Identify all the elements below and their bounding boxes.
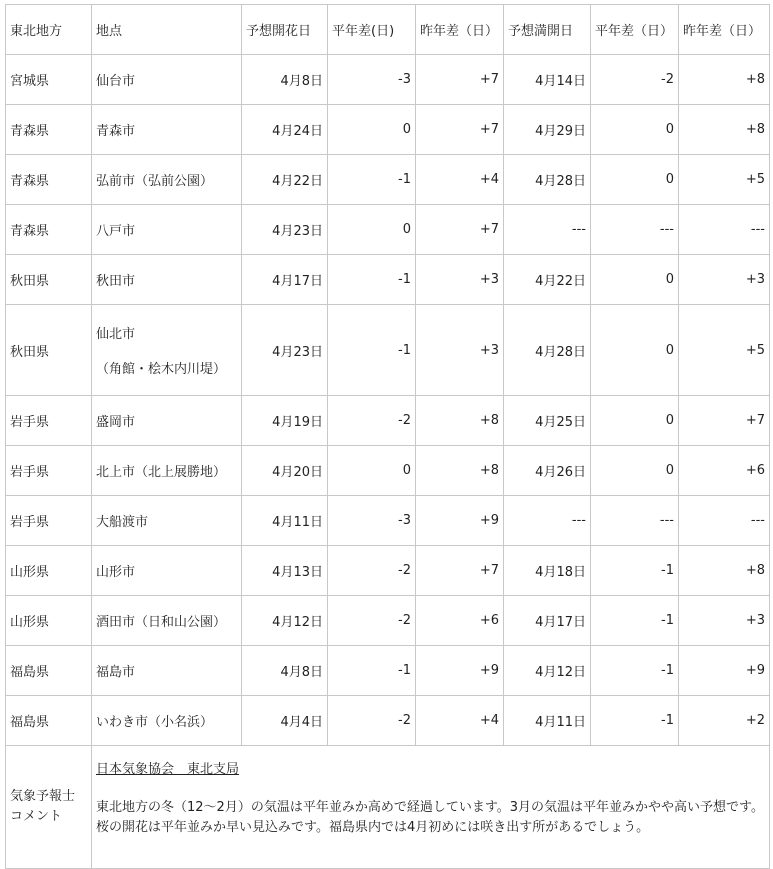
table-row <box>6 396 770 446</box>
cell-prefecture: 福島県 <box>6 696 92 746</box>
header-site: 地点 <box>92 5 242 55</box>
table-row <box>6 305 770 396</box>
site-name-line: 盛岡市 <box>96 415 136 430</box>
cell-prefecture: 岩手県 <box>6 446 92 496</box>
cell-prefecture: 青森県 <box>6 155 92 205</box>
table-row <box>6 646 770 696</box>
cell-site <box>92 155 242 205</box>
table-row <box>6 105 770 155</box>
cell-site <box>92 696 242 746</box>
cell-site <box>92 205 242 255</box>
comment-body <box>92 746 770 869</box>
comment-label <box>6 746 92 869</box>
cell-bloom-avg-diff: 0 <box>328 205 416 255</box>
cell-site <box>92 646 242 696</box>
cell-bloom-date: 4月19日 <box>242 396 328 446</box>
comment-text: 東北地方の冬（12〜2月）の気温は平年並みか高めで経過しています。3月の気温は平年並みかやや高い予想です。桜の開花は平年並みか早い見込みです。福島県内では4月初めには咲き出す所があるでしょう。 <box>96 800 765 835</box>
table-row <box>6 155 770 205</box>
table-header-row <box>6 5 770 55</box>
cell-site <box>92 546 242 596</box>
cell-bloom-date: 4月8日 <box>242 646 328 696</box>
cell-full-avg-diff: 0 <box>591 255 679 305</box>
cell-full-prev-diff: +3 <box>679 596 770 646</box>
comment-label-line: 気象予報士 <box>10 789 76 804</box>
cell-bloom-date: 4月20日 <box>242 446 328 496</box>
header-full-prev-diff: 昨年差（日） <box>679 5 770 55</box>
cell-full-avg-diff: -1 <box>591 596 679 646</box>
cell-bloom-date: 4月13日 <box>242 546 328 596</box>
table-row <box>6 596 770 646</box>
cell-full-prev-diff: +6 <box>679 446 770 496</box>
cell-site <box>92 446 242 496</box>
cell-bloom-date: 4月8日 <box>242 55 328 105</box>
cell-prefecture: 山形県 <box>6 546 92 596</box>
cell-site <box>92 596 242 646</box>
cell-full-bloom-date: 4月25日 <box>504 396 591 446</box>
cell-prefecture: 福島県 <box>6 646 92 696</box>
cell-prefecture: 岩手県 <box>6 396 92 446</box>
cell-full-prev-diff: --- <box>679 496 770 546</box>
sakura-forecast-table <box>5 4 770 869</box>
cell-full-bloom-date: --- <box>504 205 591 255</box>
cell-bloom-prev-diff: +7 <box>416 546 504 596</box>
site-name-line: 福島市 <box>96 665 136 680</box>
cell-bloom-prev-diff: +8 <box>416 396 504 446</box>
cell-full-prev-diff: +5 <box>679 155 770 205</box>
cell-full-prev-diff: +8 <box>679 546 770 596</box>
cell-bloom-prev-diff: +7 <box>416 55 504 105</box>
cell-full-avg-diff: --- <box>591 496 679 546</box>
cell-prefecture: 宮城県 <box>6 55 92 105</box>
site-name-line: 青森市 <box>96 124 136 139</box>
cell-full-bloom-date: 4月18日 <box>504 546 591 596</box>
cell-full-avg-diff: 0 <box>591 305 679 396</box>
cell-bloom-prev-diff: +7 <box>416 105 504 155</box>
header-region: 東北地方 <box>6 5 92 55</box>
cell-bloom-prev-diff: +9 <box>416 496 504 546</box>
cell-full-prev-diff: +7 <box>679 396 770 446</box>
cell-full-bloom-date: 4月26日 <box>504 446 591 496</box>
cell-bloom-prev-diff: +6 <box>416 596 504 646</box>
comment-organization: 日本気象協会 東北支局 <box>96 762 240 777</box>
cell-bloom-avg-diff: -1 <box>328 155 416 205</box>
cell-bloom-avg-diff: 0 <box>328 446 416 496</box>
cell-full-prev-diff: +8 <box>679 105 770 155</box>
header-bloom-prev-diff: 昨年差（日） <box>416 5 504 55</box>
cell-prefecture: 秋田県 <box>6 255 92 305</box>
cell-full-prev-diff: +5 <box>679 305 770 396</box>
table-row <box>6 496 770 546</box>
cell-bloom-prev-diff: +7 <box>416 205 504 255</box>
cell-bloom-date: 4月4日 <box>242 696 328 746</box>
cell-full-bloom-date: 4月17日 <box>504 596 591 646</box>
cell-bloom-prev-diff: +3 <box>416 255 504 305</box>
table-row <box>6 255 770 305</box>
cell-bloom-avg-diff: -2 <box>328 596 416 646</box>
site-name-line: いわき市（小名浜） <box>96 715 214 730</box>
cell-full-bloom-date: 4月12日 <box>504 646 591 696</box>
cell-bloom-date: 4月11日 <box>242 496 328 546</box>
site-name-line: 弘前市（弘前公園） <box>96 174 214 189</box>
site-name-line: 酒田市（日和山公園） <box>96 615 227 630</box>
cell-site <box>92 305 242 396</box>
cell-full-avg-diff: -1 <box>591 646 679 696</box>
cell-full-bloom-date: 4月28日 <box>504 155 591 205</box>
site-name-line: 大船渡市 <box>96 515 149 530</box>
cell-site <box>92 105 242 155</box>
cell-site <box>92 55 242 105</box>
site-name-line: 仙台市 <box>96 74 136 89</box>
cell-bloom-date: 4月17日 <box>242 255 328 305</box>
cell-full-avg-diff: -1 <box>591 546 679 596</box>
cell-full-bloom-date: 4月28日 <box>504 305 591 396</box>
site-name-line: （角館・桧木内川堤） <box>96 362 227 377</box>
cell-bloom-date: 4月23日 <box>242 305 328 396</box>
cell-bloom-date: 4月24日 <box>242 105 328 155</box>
cell-full-prev-diff: +2 <box>679 696 770 746</box>
cell-site <box>92 496 242 546</box>
comment-row <box>6 746 770 869</box>
cell-full-bloom-date: 4月14日 <box>504 55 591 105</box>
table-row <box>6 55 770 105</box>
cell-prefecture: 青森県 <box>6 205 92 255</box>
cell-full-avg-diff: 0 <box>591 446 679 496</box>
site-name-line: 八戸市 <box>96 224 136 239</box>
cell-bloom-prev-diff: +8 <box>416 446 504 496</box>
header-full-bloom-date: 予想満開日 <box>504 5 591 55</box>
cell-bloom-date: 4月12日 <box>242 596 328 646</box>
cell-bloom-avg-diff: -3 <box>328 55 416 105</box>
cell-full-avg-diff: -1 <box>591 696 679 746</box>
site-name-line: 北上市（北上展勝地） <box>96 465 227 480</box>
cell-bloom-avg-diff: 0 <box>328 105 416 155</box>
cell-prefecture: 岩手県 <box>6 496 92 546</box>
cell-full-bloom-date: 4月29日 <box>504 105 591 155</box>
comment-label-line: コメント <box>10 809 63 824</box>
site-name-line: 仙北市 <box>96 327 136 342</box>
cell-full-bloom-date: --- <box>504 496 591 546</box>
cell-full-bloom-date: 4月11日 <box>504 696 591 746</box>
cell-bloom-avg-diff: -2 <box>328 396 416 446</box>
cell-prefecture: 青森県 <box>6 105 92 155</box>
cell-site <box>92 255 242 305</box>
header-bloom-avg-diff: 平年差(日) <box>328 5 416 55</box>
cell-full-bloom-date: 4月22日 <box>504 255 591 305</box>
site-name-line: 山形市 <box>96 565 136 580</box>
cell-full-prev-diff: +3 <box>679 255 770 305</box>
cell-full-prev-diff: --- <box>679 205 770 255</box>
cell-full-avg-diff: 0 <box>591 396 679 446</box>
table-row <box>6 205 770 255</box>
cell-site <box>92 396 242 446</box>
cell-prefecture: 山形県 <box>6 596 92 646</box>
cell-full-avg-diff: -2 <box>591 55 679 105</box>
cell-full-avg-diff: 0 <box>591 155 679 205</box>
header-bloom-date: 予想開花日 <box>242 5 328 55</box>
cell-bloom-avg-diff: -3 <box>328 496 416 546</box>
cell-bloom-avg-diff: -2 <box>328 546 416 596</box>
cell-full-avg-diff: --- <box>591 205 679 255</box>
cell-bloom-avg-diff: -2 <box>328 696 416 746</box>
cell-bloom-prev-diff: +9 <box>416 646 504 696</box>
cell-full-avg-diff: 0 <box>591 105 679 155</box>
cell-bloom-prev-diff: +4 <box>416 696 504 746</box>
site-name-line: 秋田市 <box>96 274 136 289</box>
header-full-avg-diff: 平年差（日） <box>591 5 679 55</box>
table-row <box>6 696 770 746</box>
cell-bloom-avg-diff: -1 <box>328 305 416 396</box>
cell-bloom-prev-diff: +3 <box>416 305 504 396</box>
cell-prefecture: 秋田県 <box>6 305 92 396</box>
table-row <box>6 546 770 596</box>
cell-bloom-date: 4月23日 <box>242 205 328 255</box>
table-row <box>6 446 770 496</box>
cell-bloom-avg-diff: -1 <box>328 255 416 305</box>
cell-full-prev-diff: +8 <box>679 55 770 105</box>
cell-bloom-prev-diff: +4 <box>416 155 504 205</box>
cell-bloom-date: 4月22日 <box>242 155 328 205</box>
cell-full-prev-diff: +9 <box>679 646 770 696</box>
cell-bloom-avg-diff: -1 <box>328 646 416 696</box>
